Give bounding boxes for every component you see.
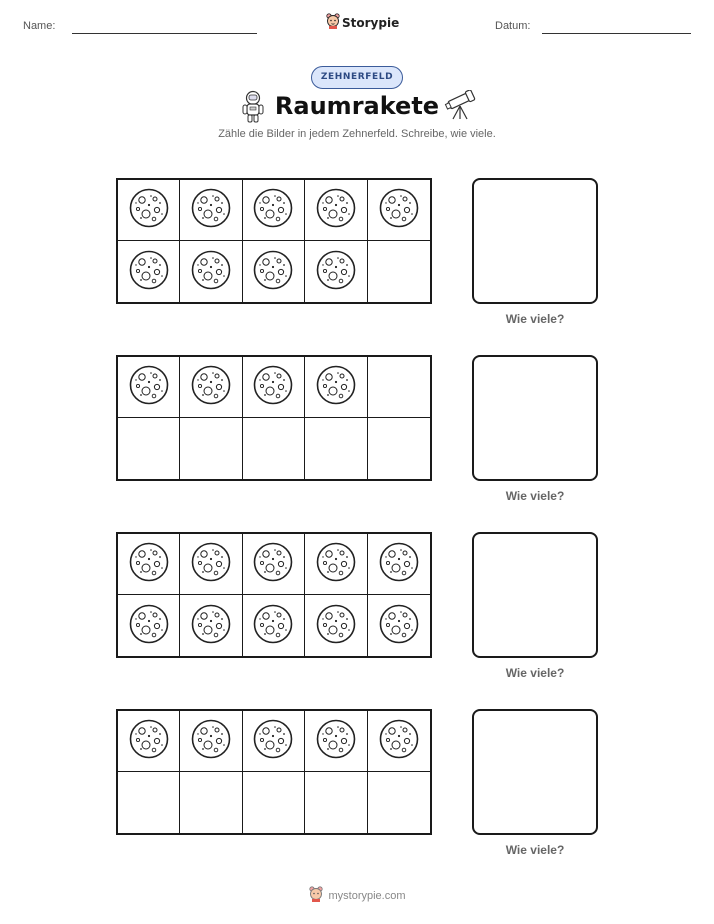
moon-icon	[316, 188, 356, 232]
ten-frame-cell	[368, 534, 430, 595]
ten-frame	[116, 709, 432, 835]
moon-icon	[379, 542, 419, 586]
footer-url: mystorypie.com	[328, 890, 406, 902]
moon-icon	[129, 542, 169, 586]
answer-box[interactable]	[472, 709, 598, 835]
ten-frame-cell	[118, 241, 180, 302]
moon-icon	[316, 542, 356, 586]
ten-frame-cell	[243, 180, 305, 241]
moon-icon	[191, 604, 231, 648]
ten-frame-cell	[305, 418, 367, 479]
ten-frame	[116, 178, 432, 304]
ten-frame-cell	[180, 241, 242, 302]
ten-frame-cell	[243, 711, 305, 772]
ten-frame-cell	[180, 711, 242, 772]
moon-icon	[129, 719, 169, 763]
answer-prompt: Wie viele?	[505, 843, 565, 857]
ten-frame	[116, 355, 432, 481]
ten-frame-cell	[243, 418, 305, 479]
ten-frame-cell	[180, 418, 242, 479]
telescope-icon	[444, 90, 478, 124]
moon-icon	[253, 719, 293, 763]
ten-frame-cell	[243, 772, 305, 833]
ten-frame-cell	[118, 418, 180, 479]
name-line[interactable]	[72, 33, 257, 34]
moon-icon	[191, 719, 231, 763]
ten-frame-cell	[118, 595, 180, 656]
category-badge: ZEHNERFELD	[311, 66, 403, 89]
ten-frame-cell	[118, 534, 180, 595]
ten-frame-cell	[368, 180, 430, 241]
storypie-mascot-icon	[308, 886, 324, 906]
moon-icon	[253, 604, 293, 648]
instructions: Zähle die Bilder in jedem Zehnerfeld. Schreibe, wie viele.	[218, 128, 496, 140]
ten-frame-cell	[368, 711, 430, 772]
ten-frame-cell	[305, 357, 367, 418]
moon-icon	[379, 719, 419, 763]
storypie-mascot-icon	[326, 13, 340, 33]
ten-frame-cell	[368, 595, 430, 656]
ten-frame-cell	[368, 357, 430, 418]
ten-frame-cell	[118, 711, 180, 772]
name-label: Name:	[23, 20, 56, 32]
moon-icon	[129, 604, 169, 648]
ten-frame-cell	[118, 357, 180, 418]
moon-icon	[129, 365, 169, 409]
answer-box[interactable]	[472, 355, 598, 481]
ten-frame-cell	[180, 534, 242, 595]
ten-frame-cell	[305, 772, 367, 833]
moon-icon	[379, 188, 419, 232]
moon-icon	[253, 365, 293, 409]
page-title: Raumrakete	[274, 92, 440, 120]
ten-frame-cell	[305, 180, 367, 241]
ten-frame-cell	[368, 772, 430, 833]
brand-name: Storypie	[342, 16, 400, 30]
ten-frame-cell	[243, 241, 305, 302]
moon-icon	[253, 542, 293, 586]
ten-frame-cell	[118, 180, 180, 241]
moon-icon	[129, 250, 169, 294]
moon-icon	[379, 604, 419, 648]
brand-logo	[326, 13, 399, 33]
date-label: Datum:	[495, 20, 531, 32]
moon-icon	[316, 719, 356, 763]
answer-prompt: Wie viele?	[505, 312, 565, 326]
ten-frame-cell	[180, 595, 242, 656]
ten-frame-cell	[305, 241, 367, 302]
moon-icon	[316, 604, 356, 648]
ten-frame-cell	[243, 534, 305, 595]
moon-icon	[129, 188, 169, 232]
date-line[interactable]	[542, 33, 691, 34]
ten-frame-cell	[368, 241, 430, 302]
ten-frame-cell	[118, 772, 180, 833]
ten-frame-cell	[305, 711, 367, 772]
ten-frame-cell	[243, 595, 305, 656]
ten-frame-cell	[368, 418, 430, 479]
moon-icon	[316, 365, 356, 409]
answer-box[interactable]	[472, 532, 598, 658]
moon-icon	[191, 188, 231, 232]
answer-box[interactable]	[472, 178, 598, 304]
ten-frame-cell	[243, 357, 305, 418]
ten-frame-cell	[180, 357, 242, 418]
ten-frame-cell	[305, 595, 367, 656]
footer	[0, 886, 714, 906]
moon-icon	[253, 250, 293, 294]
answer-prompt: Wie viele?	[505, 489, 565, 503]
moon-icon	[253, 188, 293, 232]
moon-icon	[191, 542, 231, 586]
ten-frame	[116, 532, 432, 658]
answer-prompt: Wie viele?	[505, 666, 565, 680]
ten-frame-cell	[180, 180, 242, 241]
ten-frame-cell	[305, 534, 367, 595]
ten-frame-cell	[180, 772, 242, 833]
moon-icon	[191, 250, 231, 294]
moon-icon	[316, 250, 356, 294]
moon-icon	[191, 365, 231, 409]
